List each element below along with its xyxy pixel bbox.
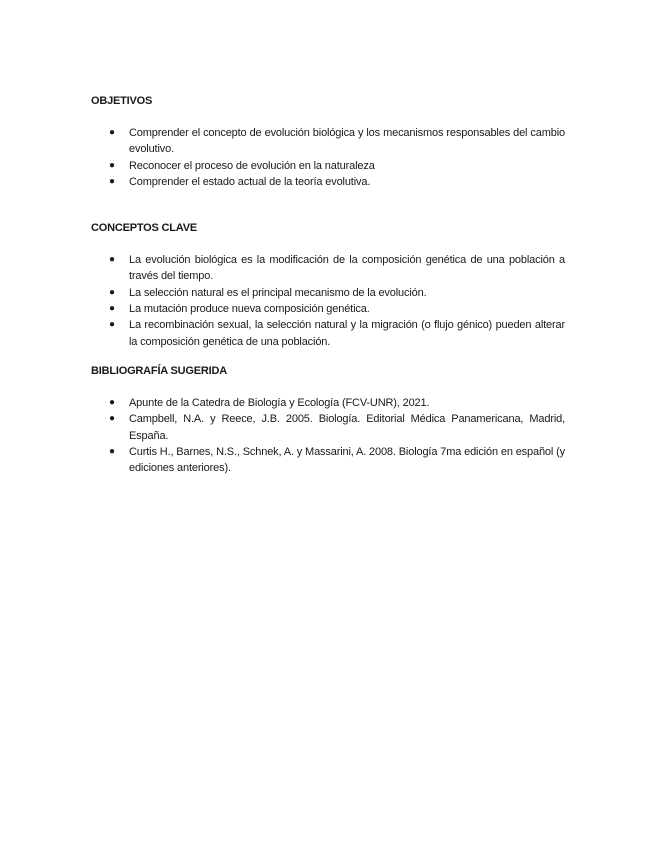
list-item-text: Reconocer el proceso de evolución en la naturaleza [129, 159, 375, 172]
list-item-text: Comprender el concepto de evolución biológica y los mecanismos responsables del cambio evolutivo. [129, 127, 565, 156]
list-item [91, 285, 565, 301]
objetivos-list [91, 125, 565, 190]
list-item [91, 301, 565, 317]
list-item-text: La selección natural es el principal mecanismo de la evolución. [129, 286, 427, 299]
list-item [91, 411, 565, 444]
list-item [91, 395, 565, 411]
conceptos-clave-list [91, 252, 565, 350]
bullet-icon: ● [109, 159, 115, 171]
list-item-text: Campbell, N.A. y Reece, J.B. 2005. Biología. Editorial Médica Panamericana, Madrid, España. [129, 413, 565, 442]
bullet-icon: ● [109, 175, 115, 187]
bullet-icon: ● [109, 286, 115, 298]
list-item [91, 444, 565, 477]
bullet-icon: ● [109, 254, 115, 266]
list-item [91, 158, 565, 174]
bullet-icon: ● [109, 445, 115, 457]
bullet-icon: ● [109, 396, 115, 408]
bibliografia-heading: BIBLIOGRAFÍA SUGERIDA [91, 364, 227, 377]
list-item [91, 125, 565, 158]
objetivos-heading: OBJETIVOS [91, 95, 153, 107]
list-item-text: La evolución biológica es la modificación de la composición genética de una población a través del tiempo. [129, 254, 565, 283]
list-item-text: Comprender el estado actual de la teoría evolutiva. [129, 175, 371, 188]
list-item-text: La mutación produce nueva composición genética. [129, 303, 370, 316]
conceptos-clave-heading: CONCEPTOS CLAVE [91, 222, 197, 235]
list-item [91, 174, 565, 190]
bibliografia-list [91, 395, 565, 476]
bullet-icon: ● [109, 319, 115, 331]
document-page [91, 93, 565, 476]
list-item-text: Curtis H., Barnes, N.S., Schnek, A. y Massarini, A. 2008. Biología 7ma edición en español (y ediciones anteriores). [129, 445, 565, 475]
bullet-icon: ● [109, 413, 115, 425]
bullet-icon: ● [109, 303, 115, 315]
list-item [91, 252, 565, 285]
list-item [91, 317, 565, 350]
bullet-icon: ● [109, 127, 115, 138]
list-item-text: La recombinación sexual, la selección natural y la migración (o flujo génico) pueden alterar la composición genética de una población. [129, 319, 565, 348]
list-item-text: Apunte de la Catedra de Biología y Ecología (FCV-UNR), 2021. [129, 396, 430, 409]
